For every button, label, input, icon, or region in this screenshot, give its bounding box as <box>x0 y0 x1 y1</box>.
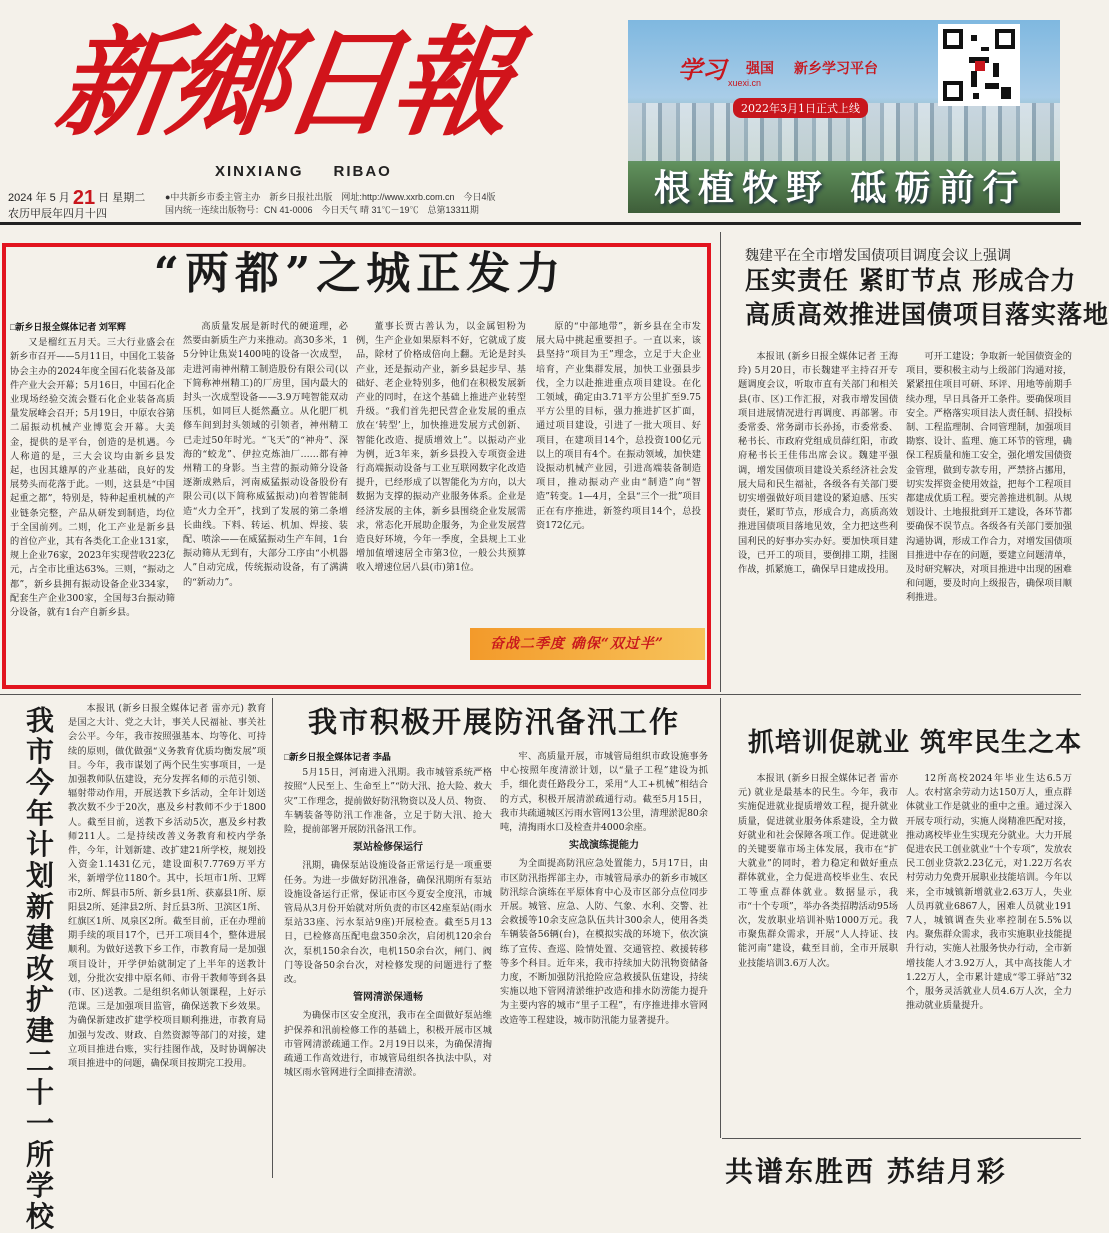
employment-headline[interactable]: 抓培训促就业 筑牢民生之本 <box>748 728 1083 758</box>
xuexi-logo: 学习 <box>678 55 726 84</box>
lead-column-2 <box>183 320 348 680</box>
schools-article-text: 本报讯 (新乡日报全媒体记者 雷亦元) 教育是国之大计、党之大计，事关人民福祉、事关社会公平。今年，我市按照强基本、均等化、可持续的原则，做优做强“义务教育优质均衡发展”项目。今年，我市谋划了两个民生实事项目，一是加强教师队伍建设，充分发挥名师的示范引领、辐射带动作用，开展送教下乡活动，全年计划送教次数不少于20次，惠及乡村教师不少于1800人。截至目前，送教下乡活动5次，惠及乡村教师211人。二是持续改善义务教育和校内学条件，今年，计划新建、改扩建21所学校，规划投入资金1.1431亿元，建设面积7.7769万平方米，新增学位1180个。其中，长垣市1所、卫辉市2所、辉县市5所、新乡县1所、获嘉县1所、原阳县2所、延津县2所、封丘县3所、卫滨区1所、红旗区1所、凤泉区2所。截至目前，正在办理前期手续的项目17个，已开工项目4个，整体进展顺利。为做好送教下乡工作，市教育局一是加强项目设计，开学伊始就制定了上半年的送教计划，分批次安排中原名师、市骨干教师等到各县(市、区)送教。二是组织名师认领课程，上好示范课。三是加强项目监管，确保送教下乡效果。为确保新建改扩建学校项目顺利推进，市教育局加强与发改、财政、自然资源等部门的对接，建立项目推进台账，实行挂图作战，及时协调解决项目推进中的问题，确保项目按期完工投用。 <box>68 703 266 1070</box>
column-divider <box>720 232 721 692</box>
xuexi-logo-name: 强国 <box>746 60 774 76</box>
flood-byline: □新乡日报全媒体记者 李晶 <box>284 752 391 762</box>
lead-text-1: 又是榴红五月天。三大行业盛会在新乡市召开——5月11日，中国化工装备协会主办的2024年度全国石化装备及部件产业大会开幕；5月16日，中国石化企业现场经验交流会暨石化企业装备高质量发展峰会召开；5月19日，中原农谷第二届振动机械产业博览会开幕。大美金，提供的是平台，创造的是机遇。今人称道的是，三大会议均由新乡县发起，也因其雄厚的产业基础，良好的发展势头而花落于此。一则，这县是“中国起重之都”，特别是，特种起重机械的产业链条完整，产品从研发到制造，均位于全国前列。二则，化工产业是新乡县的首位产业，其有各类化工企业131家，规上企业76家，2023年实现营收223亿元，占全市比重达63%。三则，“振动之都”，新乡县拥有振动设备企业334家，配套生产企业300家，全国每3台振动筛分设备，就有1台产自新乡县。 <box>10 337 175 619</box>
lunar-date: 农历甲辰年四月十四 <box>8 208 107 220</box>
right-top-headline-2: 高质高效推进国债项目落实落地 <box>745 300 1109 329</box>
top-divider <box>0 222 1081 225</box>
schools-vertical-headline[interactable]: 我市今年计划新建改扩建二十一所学校 <box>25 704 54 1233</box>
info-line-2: 国内统一连续出版物号：CN 41-0006 今日天气 晴 31℃－19℃ 总第13311期 <box>165 205 479 215</box>
flood-column-1 <box>284 750 492 1175</box>
employment-text-1: 本报讯 (新乡日报全媒体记者 雷亦元) 就业是最基本的民生。今年，我市实施促进就业提质增效工程，提升就业质量，促进就业服务体系建设，全力做好就业和社会保障各项工作。促进就业的关键要靠市场主体发展，我市在“扩大就业”的同时，着力稳定和做好重点群体就业，全力促进高校毕业生、农民工等重点群体就业。数据显示，我市“十个专项”，举办各类招聘活动95场次，发放职业培训补贴1000万元。我市聚焦群众需求，开展“人人持证、技能河南”建设，截至目前，全市开展职业技能培训3.6万人次。 <box>738 773 898 969</box>
lead-column-1 <box>10 320 175 680</box>
flood-subhead-3: 实战演练提能力 <box>569 840 639 852</box>
date-suffix: 日 星期二 <box>98 192 146 204</box>
flood-subhead-1: 泵站检修保运行 <box>353 842 423 854</box>
flood-text-2b: 为全面提高防汛应急处置能力，5月17日，由市区防汛指挥部主办，市城管局承办的新乡市城区防汛综合演练在平原体育中心及市区部分点位同步开展。城管、应急、人防、气象、水利、交警、社会救援等10余支应急队伍共计300余人，使用各类车辆装备56辆(台)，在模拟实战的环境下，依次演练了宣传、查巡、险情处置、交通管控、救援转移等多个科目。近年来，我市持续加大防汛物资储备力度，不断加强防汛抢险应急救援队伍建设，持续实施以地下管网清淤维护改造和排水防涝能力提升为主要内容的城市“里子工程”，有序推进排水管网改造等工程建设，城市防汛能力显著提升。 <box>500 858 708 1026</box>
schools-article-column <box>68 702 266 1172</box>
flood-text-1: 5月15日，河南进入汛期。我市城管系统严格按照“人民至上、生命至上”“防大汛、抢大险、救大灾”工作理念，提前做好防汛物资以及人员、物资、车辆装备等防汛工作准备，立足于防大汛、抢大险，提前部署开展防汛备汛工作。 <box>284 767 492 836</box>
right-top-column-2 <box>906 350 1072 680</box>
info-line-1: ●中共新乡市委主管主办 新乡日报社出版 网址:http://www.xxrb.com.cn 今日4版 <box>165 192 496 202</box>
lead-byline: □新乡日报全媒体记者 刘军辉 <box>10 322 126 332</box>
lead-column-4 <box>536 320 701 620</box>
right-top-column-1 <box>738 350 898 680</box>
lead-text-2: 高质量发展是新时代的硬道理，必然要由新质生产力来推动。高30多米，15分钟让焦炭1400吨的设备一次成型，走进河南神州精工制造股份有限公司(以下简称神州精工)的厂房里，国内最大的封头一次成型设备——3.9万吨智能双动压机，如同巨人挺然矗立。从化肥厂机修车间到封头领域的引领者，神州精工已走过50年时光。“飞天”的“神舟”、深海的“蛟龙”、伊拉克炼油厂……都有神州精工的身影。当主营的振动筛分设备逐渐成熟后，河南威猛振动设备股份有限公司(以下简称威猛振动)向着智能制造“火力全开”，找到了发展的第二条增长曲线。下料、转运、机加、焊接、装配、喷涂——在威猛振动生产车间，1台振动筛从无到有，大部分工序由“小机器人”自动完成，传统振动设备，有了满满的“新动力”。 <box>183 321 348 588</box>
launch-date: 2022年3月1日正式上线 <box>733 98 868 118</box>
right-top-headline[interactable] <box>745 264 1109 332</box>
employment-column-1 <box>738 772 898 1132</box>
xuexi-url: xuexi.cn <box>728 78 762 88</box>
lead-column-3 <box>356 320 526 680</box>
banner-slogan: 根植牧野 砥砺前行 <box>654 167 1027 209</box>
employment-text-2: 12所高校2024年毕业生达6.5万人。农村富余劳动力达150万人，重点群体就业工作是就业的重中之重。通过深入开展专项行动，实施人岗精准匹配对接，推动离校毕业生实现充分就业。大力开展促进农民工创业就业“十个专项”，发放农民工创业贷款2.23亿元，对1.22万名农村劳动力免费开展职业技能培训。今年以来，全市城镇新增就业2.63万人，失业人员再就业6867人，困难人员就业1917人，城镇调查失业率控制在5.5%以内。聚焦群众需求，我市实施职业技能提升行动，实施人社服务快办行动，全市新增技能人才3.92万人，其中高技能人才1.22万人，全市累计建成“零工驿站”32个，服务灵活就业人员4.6万人次，全力推动就业质量提升。 <box>906 773 1072 1012</box>
cut-off-headline[interactable]: 共谱东胜西 苏结月彩 <box>725 1155 1007 1188</box>
right-top-text-2: 可开工建设；争取新一轮国债资金的项目，要积极主动与上级部门沟通对接，紧紧扭住项目可研、环评、用地等前期手续办理，早日具备开工条件。要确保项目安全。严格落实项目法人责任制、招投标制、工程监理制、合同管理制，加强项目勘察、设计、监理、施工环节的管理，确保工程质量和施工安全，强化增发国债资金管理，做到专款专用，严禁挤占挪用，切实发挥资金使用效益，把每个工程项目都建成优质工程。要完善推进机制。从规划设计、土地报批到开工建设，各环节都要确保不误节点。各级各有关部门要加强沟通协调，形成工作合力，对增发国债项目推进中存在的问题，要建立问题清单，及时研究解决，对项目推进中出现的困难和问题，要及时向上级报告，确保项目顺利推进。 <box>906 351 1072 604</box>
right-top-headline-1: 压实责任 紧盯节点 形成合力 <box>745 266 1077 295</box>
flood-headline[interactable]: 我市积极开展防汛备汛工作 <box>308 705 681 739</box>
platform-name: 新乡学习平台 <box>794 60 878 76</box>
flood-text-2: 牢、高质量开展，市城管局组织市政设施事务中心按照年度清淤计划，以“量子工程”建设为抓手，细化责任路段分工，采用“人工+机械”相结合的方式，积极开展清淤疏通行动。截至5月15日，我市共疏通城区污雨水管网13公里，清理淤泥80余吨，清掏雨水口及检查井4000余座。 <box>500 751 708 834</box>
pinyin-xinxiang: XINXIANG <box>215 163 304 180</box>
flood-text-1b: 汛期，确保泵站设施设备正常运行是一项重要任务。为进一步做好防汛准备，确保汛期所有泵站设施设备运行正常，保证市区今夏安全度汛，市城管局从3月份开始就对所负责的市区42座泵站(雨水泵站33座、污水泵站9座)开展检查。截至5月13日，已检修高压配电盘350余次，启闭机120余台次，泵机150余台次，电机150余台次，闸门、阀门等设备50余台次，对检修发现的问题进行了整改。 <box>284 860 492 986</box>
campaign-slogan-bar: 奋战二季度 确保“双过半” <box>470 628 705 660</box>
date-prefix: 2024 年 5 月 <box>8 192 70 204</box>
flood-subhead-2: 管网清淤保通畅 <box>353 992 423 1004</box>
lead-text-3: 董事长贾古善认为，以金属钽粉为例，生产企业如果原料不好，它就成了废品，除材了价格成倍向上翻。无论是封头产业，还是振动产业，新乡县起步早、基础好、老企业特别多，他们在积极发展新产业的同时，在这个基础上推进产业转型升级。“我们首先把民营企业发展的重点放在‘转型’上，加快推进发展方式创新、智能化改造、提质增效上”。以振动产业为例，近3年来，新乡县投入专项资金进行高端振动设备与工业互联网数字化改造提升，已经形成了以智能化为方向，以大数据为支撑的振动产业服务体系。企业是经济发展的主体，新乡县围绕企业发展需求，常态化开展助企服务，为企业发展营造良好环境，今年一季度，全县规上工业增加值增速居全市第3位，一般公共预算收入增速位居八县(市)第1位。 <box>356 321 526 574</box>
date-day: 21 <box>72 187 96 209</box>
publication-info <box>165 191 625 217</box>
masthead-pinyin <box>215 163 422 180</box>
dateline <box>8 187 146 222</box>
xuexi-banner[interactable] <box>628 20 1060 213</box>
lead-text-4: 原的“中部地带”，新乡县在全市发展大局中挑起重要担子。一直以来，该县坚持“项目为王”理念，立足于大企业培育，产业集群发展，加快工业强县步伐，全力以赴推进重点项目建设。在化工领域，确定由3.71平方公里扩至9.75平方公里的目标，强力推进扩区扩面，通过项目建设，引进了一批大项目、好项目，在建项目14个，总投资100亿元以上的项目有4个。在振动领域，加快建设振动机械产业园，引进高端装备制造项目，推动振动产业由“制造”向“智造”转变。1—4月，全县“三个一批”项目正在有序推进，新签约项目14个，总投资172亿元。 <box>536 321 701 531</box>
qr-code-icon[interactable] <box>938 24 1020 106</box>
pinyin-ribao: RIBAO <box>333 163 392 180</box>
flood-column-2 <box>500 750 708 1175</box>
right-top-text-1: 本报讯 (新乡日报全媒体记者 王海玲) 5月20日，市长魏建平主持召开专题调度会议，听取市直有关部门和相关县(市、区)工作汇报，对我市增发国债项目进展情况进行再调度、再部署。市委常委、常务副市长孙扬，市委常委、秘书长、市政府党组成员薛红阳，市政府秘书长王佳伟出席会议。魏建平强调，增发国债项目建设关系经济社会发展大局和民生福祉，各级各有关部门要切实增强做好项目建设的紧迫感、压实责任，紧盯节点，形成合力，高质高效推进国债项目落地见效，全力把这些利国利民的好事办实办好。要加快项目建设，已开工的项目，要倒排工期，挂图作战，抓紧施工，确保早日建成投用。 <box>738 351 898 576</box>
flood-text-1c: 为确保市区安全度汛，我市在全面做好泵站维护保养和汛前检修工作的基础上，积极开展市区城市管网清淤疏通工作。2月19日以来，为确保清掏疏通工作高效进行，市城管局组织各执法中队，对城区雨水管网进行全面排查清淤。 <box>284 1010 492 1079</box>
section-divider <box>0 694 1081 695</box>
right-top-kicker: 魏建平在全市增发国债项目调度会议上强调 <box>745 248 1011 264</box>
employment-column-2 <box>906 772 1072 1132</box>
lead-headline[interactable]: “两都”之城正发力 <box>153 248 567 299</box>
masthead-logo: 新鄉日報 <box>48 13 516 152</box>
column-divider-3 <box>720 698 721 1138</box>
bottom-divider <box>722 1138 1081 1139</box>
column-divider-2 <box>272 698 273 1178</box>
